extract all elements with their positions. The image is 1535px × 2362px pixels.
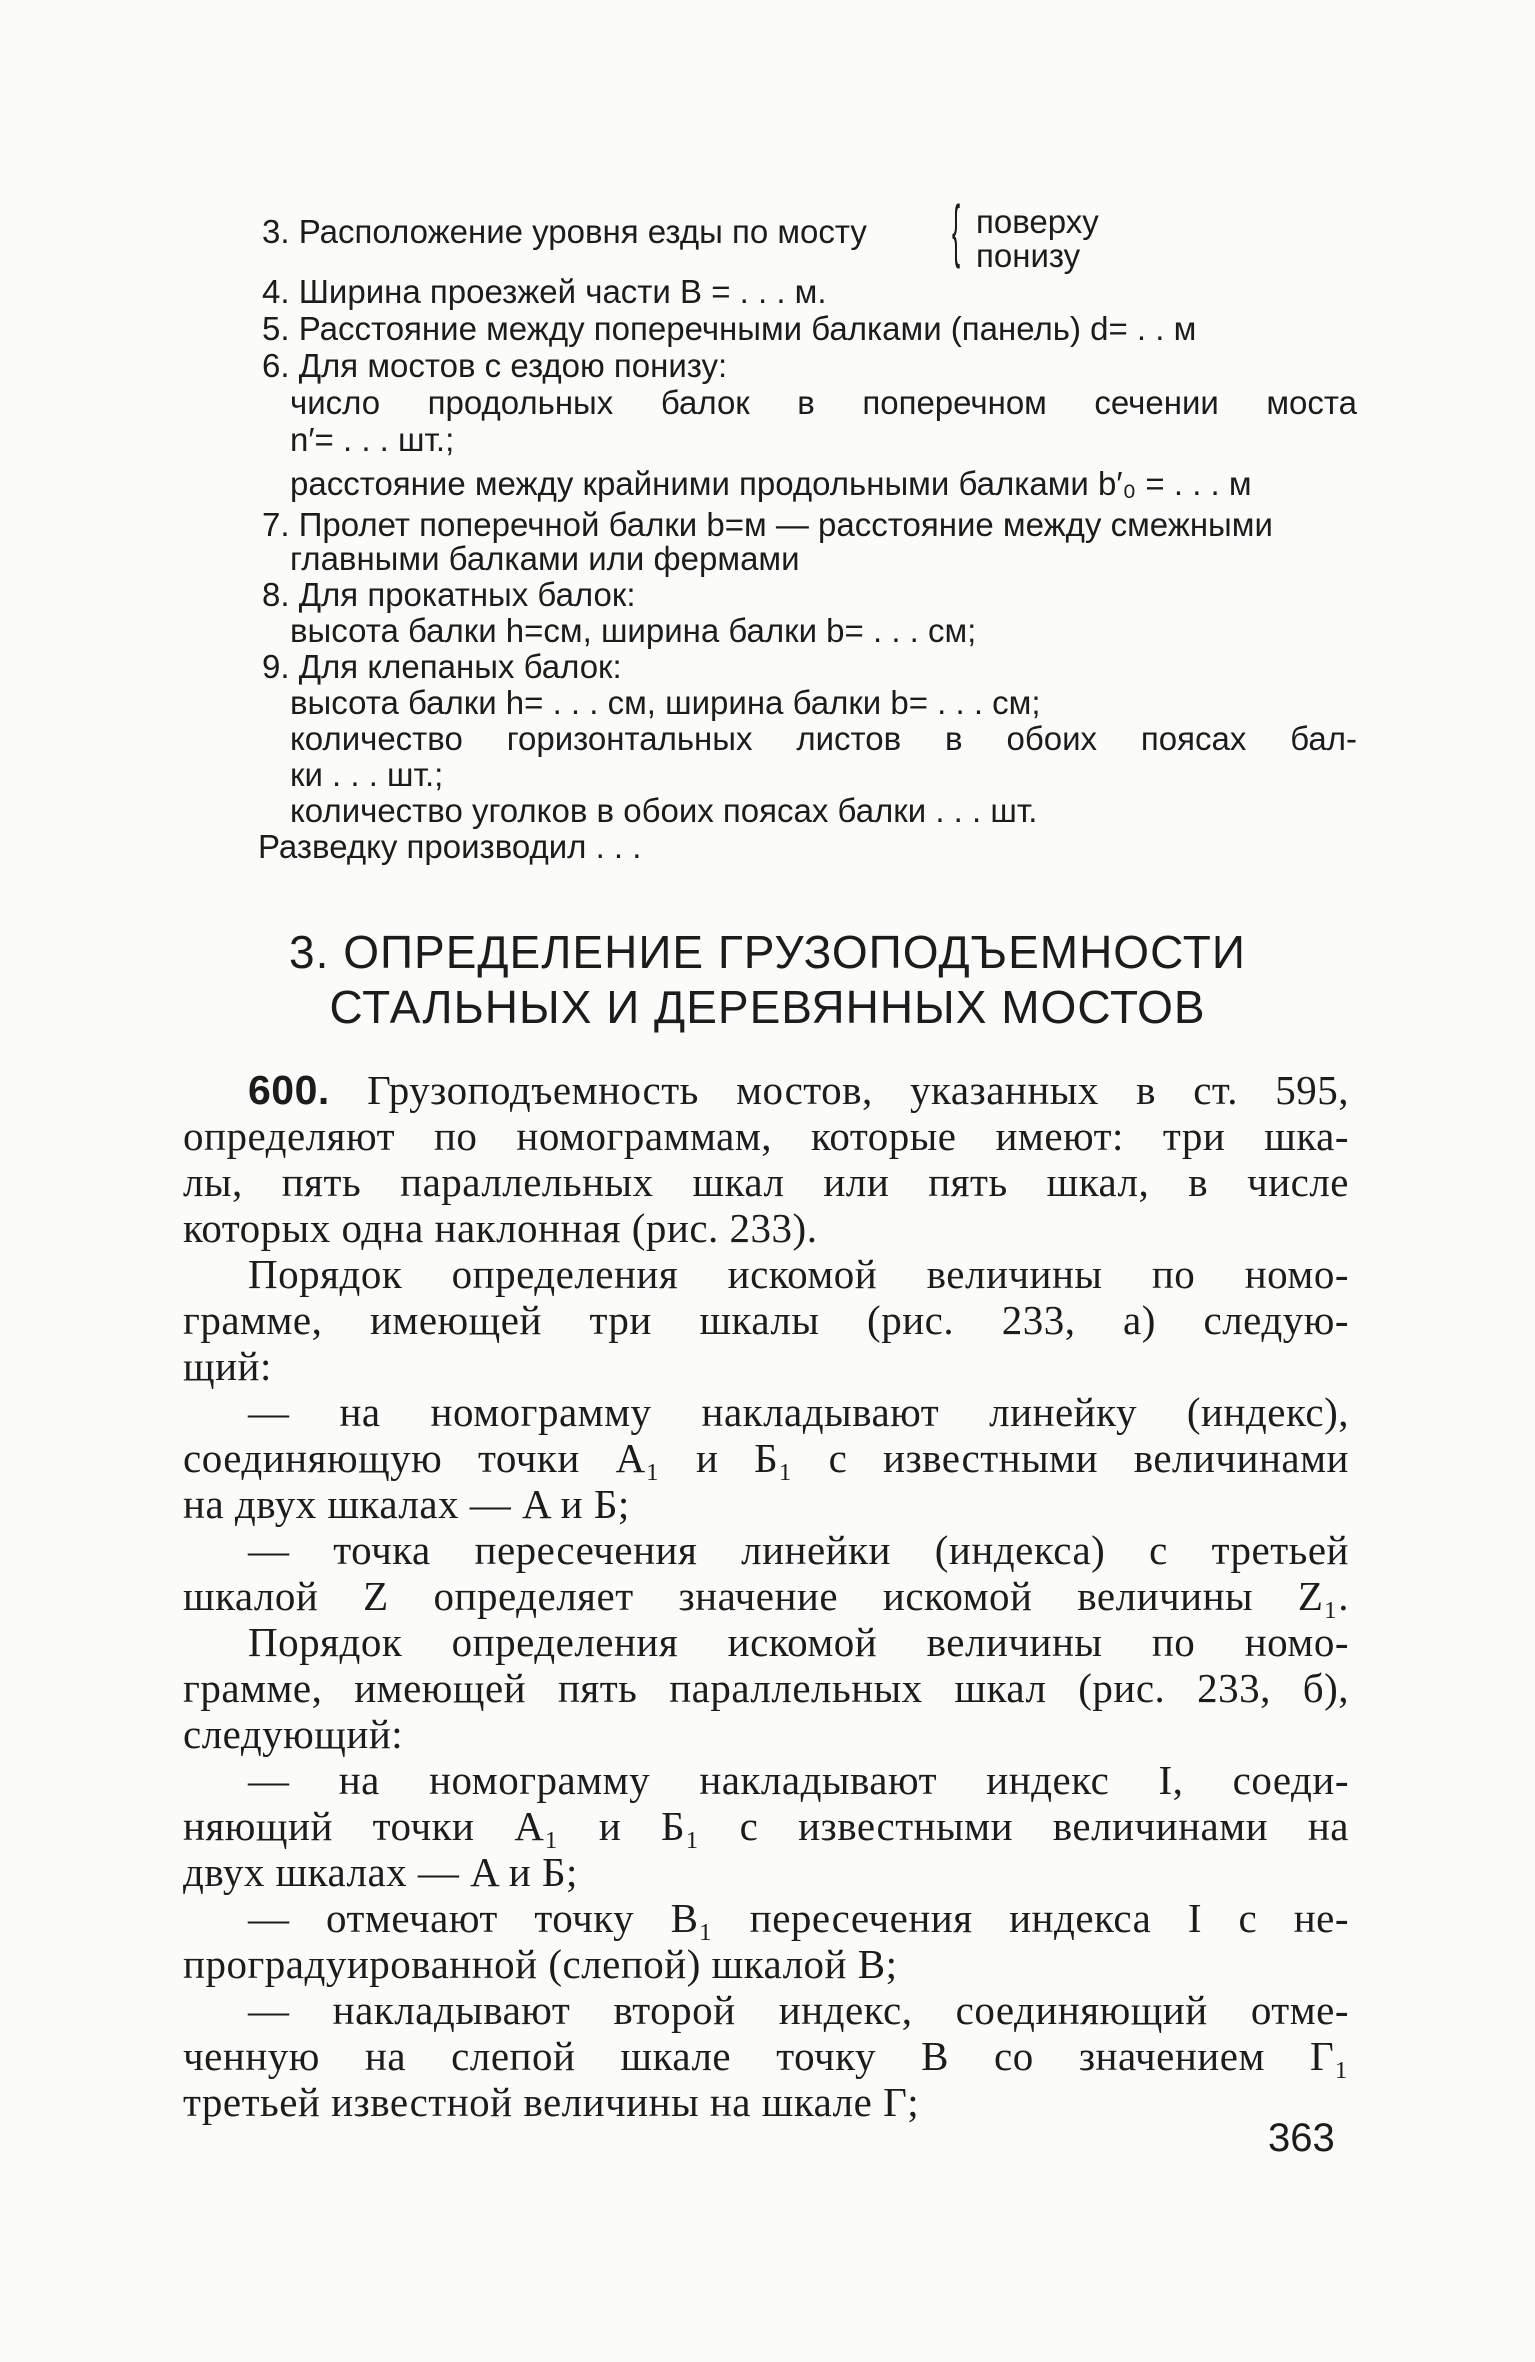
body-line-15: следующий: <box>183 1711 404 1757</box>
body-line-13 <box>248 1619 1349 1665</box>
body-line-5-text: Порядок определения искомой величины по номо- <box>248 1251 1349 1297</box>
body-line-19 <box>248 1895 1349 1941</box>
body-line-18: двух шкалах — A и Б; <box>183 1849 578 1895</box>
form-item-6-line-2: n′= . . . шт.; <box>290 421 455 458</box>
body-line-12 <box>183 1573 1349 1619</box>
body-line-20: проградуированной (слепой) шкалой B; <box>183 1941 898 1987</box>
body-line-11 <box>248 1527 1349 1573</box>
option-above: поверху <box>976 203 1099 240</box>
form-item-5: 5. Расстояние между поперечными балками (панель) d= . . м <box>262 310 1197 347</box>
body-line-12-text: шкалой Z определяет значение искомой величины Z₁. <box>183 1573 1349 1619</box>
body-line-13-text: Порядок определения искомой величины по номо- <box>248 1619 1349 1665</box>
body-line-5 <box>248 1251 1349 1297</box>
body-line-21-text: — накладывают второй индекс, соединяющий отме- <box>248 1987 1349 2033</box>
form-item-9-line-1: высота балки h= . . . см, ширина балки b= . . . см; <box>290 684 1041 721</box>
form-item-6-line-3: расстояние между крайними продольными балками b′₀ = . . . м <box>290 465 1252 502</box>
body-line-23: третьей известной величины на шкале Г; <box>183 2079 920 2125</box>
form-item-4: 4. Ширина проезжей части B = . . . м. <box>262 273 827 310</box>
body-line-8-text: — на номограмму накладывают линейку (индекс), <box>248 1389 1349 1435</box>
form-item-7-line-1: 7. Пролет поперечной балки b=м — расстояние между смежными <box>262 506 1273 543</box>
body-line-16-text: — на номограмму накладывают индекс I, соеди- <box>248 1757 1349 1803</box>
body-line-11-text: — точка пересечения линейки (индекса) с третьей <box>248 1527 1349 1573</box>
form-item-3-options <box>952 191 1112 283</box>
section-title-line-1: 3. ОПРЕДЕЛЕНИЕ ГРУЗОПОДЪЕМНОСТИ <box>289 926 1246 978</box>
body-line-14 <box>183 1665 1349 1711</box>
body-line-4: которых одна наклонная (рис. 233). <box>183 1205 818 1251</box>
body-line-14-text: грамме, имеющей пять параллельных шкал (рис. 233, б), <box>183 1665 1349 1711</box>
body-line-3 <box>183 1159 1349 1205</box>
body-line-1 <box>248 1067 1349 1113</box>
form-item-9-line-2 <box>290 720 1357 757</box>
body-line-22-text: ченную на слепой шкале точку B со значением Г₁ <box>183 2033 1349 2079</box>
body-line-22 <box>183 2033 1349 2079</box>
form-item-6-line-1-text: число продольных балок в поперечном сечении моста <box>290 384 1357 421</box>
page-number: 363 <box>1268 2116 1335 2160</box>
form-item-8-line-1: высота балки h=см, ширина балки b= . . . см; <box>290 612 977 649</box>
form-item-6-heading: 6. Для мостов с ездою понизу: <box>262 347 728 384</box>
body-line-8 <box>248 1389 1349 1435</box>
body-line-2-text: определяют по номограммам, которые имеют: три шка- <box>183 1113 1349 1159</box>
form-signature: Разведку производил . . . <box>258 828 642 865</box>
form-item-9-line-3: ки . . . шт.; <box>290 756 444 793</box>
option-below: понизу <box>976 237 1081 274</box>
body-line-17-text: няющий точки A₁ и Б₁ с известными величинами на <box>183 1803 1349 1849</box>
brace-symbol: { <box>952 191 961 269</box>
body-line-2 <box>183 1113 1349 1159</box>
body-line-17 <box>183 1803 1349 1849</box>
form-item-6-line-1 <box>290 384 1357 421</box>
body-line-10: на двух шкалах — A и Б; <box>183 1481 630 1527</box>
body-line-6-text: грамме, имеющей три шкалы (рис. 233, а) следую- <box>183 1297 1349 1343</box>
body-line-9 <box>183 1435 1349 1481</box>
paragraph-number: 600. <box>248 1067 330 1113</box>
body-line-9-text: соединяющую точки A₁ и Б₁ с известными величинами <box>183 1435 1349 1481</box>
form-item-8-heading: 8. Для прокатных балок: <box>262 576 636 613</box>
body-line-7: щий: <box>183 1343 272 1389</box>
form-item-9-line-2-text: количество горизонтальных листов в обоих поясах бал- <box>290 720 1357 757</box>
form-item-3-text: 3. Расположение уровня езды по мосту <box>262 213 867 250</box>
body-line-6 <box>183 1297 1349 1343</box>
body-line-3-text: лы, пять параллельных шкал или пять шкал, в числе <box>183 1159 1349 1205</box>
form-item-9-line-4: количество уголков в обоих поясах балки . . . шт. <box>290 792 1038 829</box>
form-item-7-line-2: главными балками или фермами <box>290 540 800 577</box>
body-line-1-text: Грузоподъемность мостов, указанных в ст. 595, <box>367 1067 1350 1113</box>
body-line-16 <box>248 1757 1349 1803</box>
section-title-line-2: СТАЛЬНЫХ И ДЕРЕВЯННЫХ МОСТОВ <box>329 981 1206 1033</box>
body-line-1-wrap <box>248 1067 1349 1113</box>
body-line-21 <box>248 1987 1349 2033</box>
form-item-3 <box>262 213 867 250</box>
body-line-19-text: — отмечают точку B₁ пересечения индекса I с не- <box>248 1895 1349 1941</box>
form-item-9-heading: 9. Для клепаных балок: <box>262 648 622 685</box>
